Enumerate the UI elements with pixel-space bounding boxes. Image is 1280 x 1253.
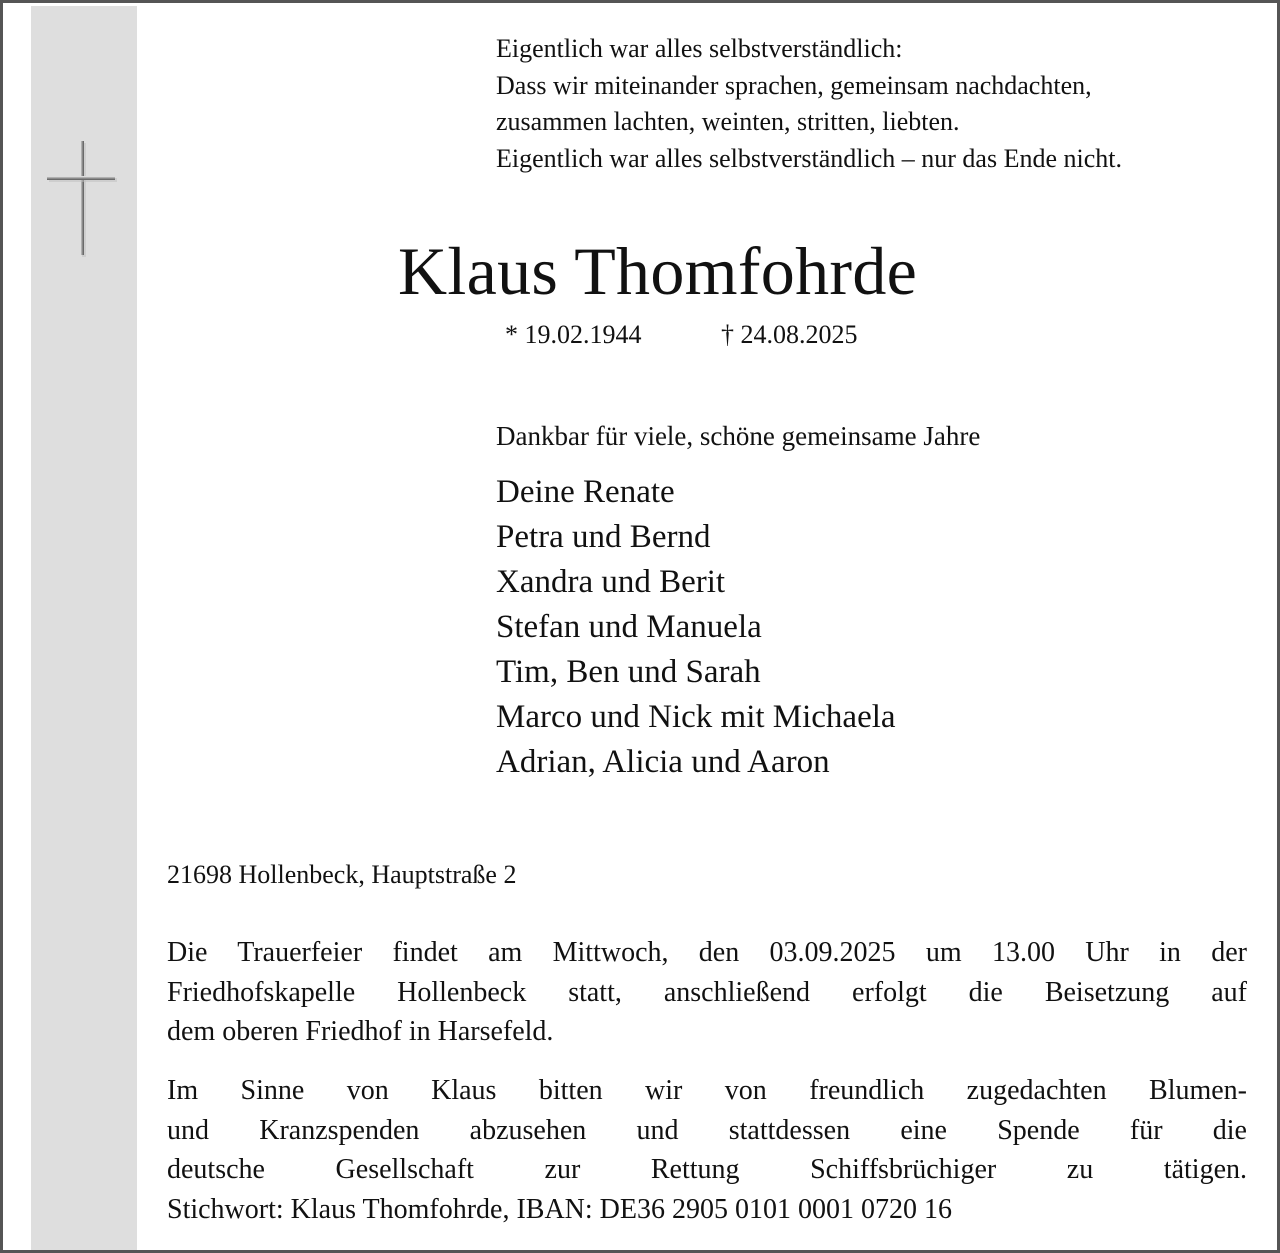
death-date: † 24.08.2025	[721, 320, 858, 349]
funeral-notice	[167, 933, 1247, 1052]
donation-notice-line: Im Sinne von Klaus bitten wir von freundlich zugedachten Blumen-	[167, 1075, 1247, 1106]
donation-notice-line: und Kranzspenden abzusehen und stattdessen eine Spende für die	[167, 1114, 1247, 1146]
donation-notice-line: Stichwort: Klaus Thomfohrde, IBAN: DE36 2905 0101 0001 0720 16	[167, 1193, 952, 1225]
gratitude-line: Dankbar für viele, schöne gemeinsame Jahre	[496, 421, 981, 451]
mourner-item: Marco und Nick mit Michaela	[496, 699, 896, 735]
poem-line: Eigentlich war alles selbstverständlich – nur das Ende nicht.	[496, 143, 1122, 173]
mourner-item: Deine Renate	[496, 474, 675, 510]
mourner-item: Xandra und Berit	[496, 564, 726, 600]
funeral-notice-line: Friedhofskapelle Hollenbeck statt, anschließend erfolgt die Beisetzung auf	[167, 976, 1247, 1008]
mourner-item: Stefan und Manuela	[496, 609, 762, 645]
mourner-item: Petra und Bernd	[496, 519, 711, 555]
donation-notice-line: deutsche Gesellschaft zur Rettung Schiffsbrüchiger zu tätigen.	[167, 1154, 1247, 1185]
donation-notice	[167, 1071, 1247, 1229]
funeral-notice-line: dem oberen Friedhof in Harsefeld.	[167, 1016, 554, 1047]
mourners-list	[496, 470, 896, 785]
poem-line: zusammen lachten, weinten, stritten, liebten.	[496, 107, 960, 136]
poem-line: Eigentlich war alles selbstverständlich:	[496, 34, 903, 63]
poem	[496, 31, 1122, 177]
poem-line: Dass wir miteinander sprachen, gemeinsam nachdachten,	[496, 70, 1092, 100]
cross-icon	[47, 141, 117, 259]
mourner-item: Tim, Ben und Sarah	[496, 654, 761, 690]
birth-date: * 19.02.1944	[505, 320, 642, 349]
address: 21698 Hollenbeck, Hauptstraße 2	[167, 860, 517, 889]
deceased-name: Klaus Thomfohrde	[398, 233, 918, 309]
funeral-notice-line: Die Trauerfeier findet am Mittwoch, den 03.09.2025 um 13.00 Uhr in der	[167, 937, 1247, 968]
mourner-item: Adrian, Alicia und Aaron	[496, 744, 830, 780]
